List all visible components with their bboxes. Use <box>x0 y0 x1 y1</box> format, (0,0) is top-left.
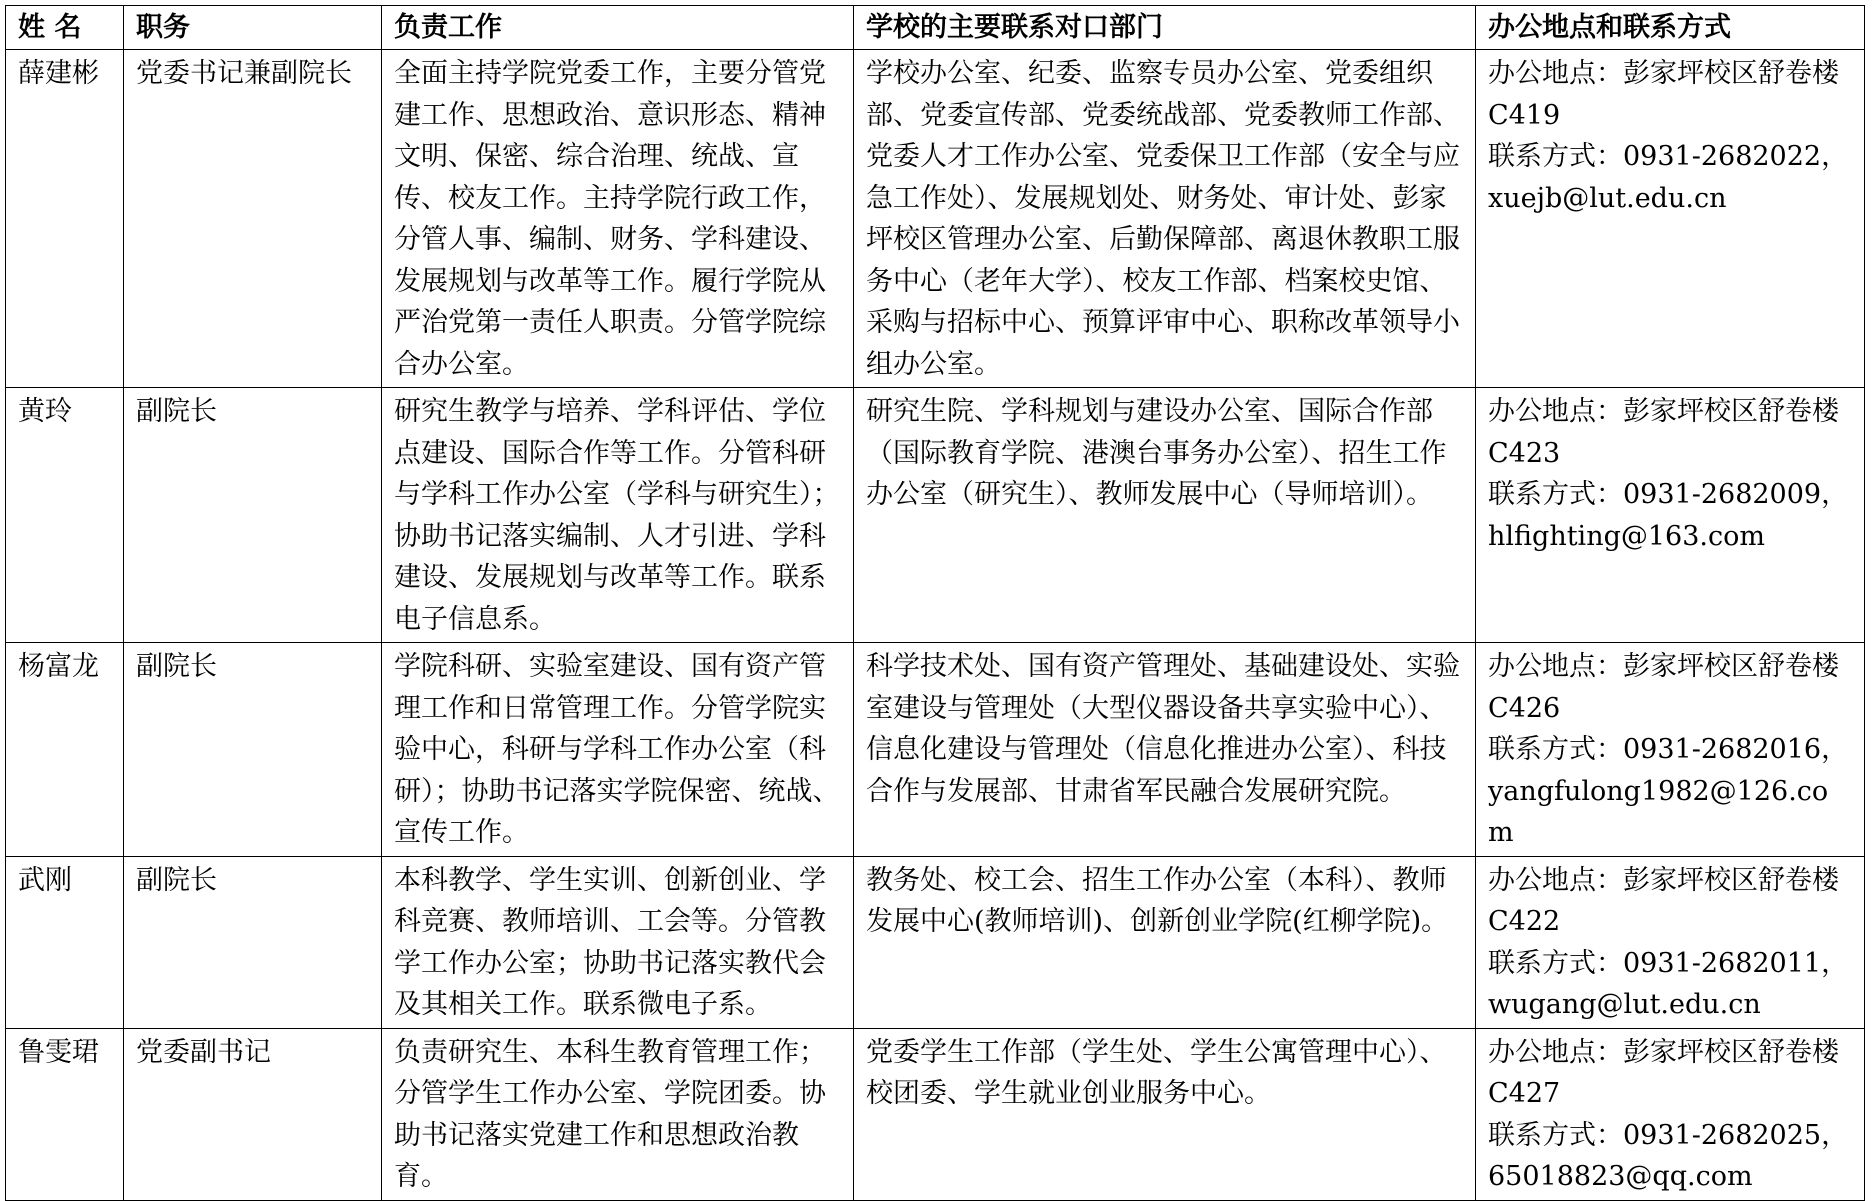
cell-departments: 学校办公室、纪委、监察专员办公室、党委组织部、党委宣传部、党委统战部、党委教师工作部、党委人才工作办公室、党委保卫工作部（安全与应急工作处）、发展规划处、财务处、审计处、彭家坪校区管理办公室、后勤保障部、离退休教职工服务中心（老年大学）、校友工作部、档案校史馆、采购与招标中心、预算评审中心、职称改革领导小组办公室。 <box>854 50 1476 388</box>
table-row <box>6 856 1865 1028</box>
cell-office <box>1476 856 1865 1028</box>
table-row <box>6 50 1865 388</box>
header-position: 职务 <box>124 6 382 50</box>
header-name: 姓 名 <box>6 6 124 50</box>
office-location: 办公地点：彭家坪校区舒卷楼C427 <box>1488 1036 1839 1109</box>
contact-info: 联系方式：0931-2682011，wugang@lut.edu.cn <box>1488 947 1849 1020</box>
contact-info: 联系方式：0931-2682016，yangfulong1982@126.com <box>1488 734 1849 848</box>
cell-position: 副院长 <box>124 388 382 643</box>
cell-name: 武刚 <box>6 856 124 1028</box>
cell-name: 黄玲 <box>6 388 124 643</box>
cell-departments: 科学技术处、国有资产管理处、基础建设处、实验室建设与管理处（大型仪器设备共享实验中心）、信息化建设与管理处（信息化推进办公室）、科技合作与发展部、甘肃省军民融合发展研究院。 <box>854 643 1476 857</box>
table-row <box>6 643 1865 857</box>
cell-duties: 研究生教学与培养、学科评估、学位点建设、国际合作等工作。分管科研与学科工作办公室（学科与研究生）；协助书记落实编制、人才引进、学科建设、发展规划与改革等工作。联系电子信息系。 <box>382 388 854 643</box>
cell-name: 鲁雯珺 <box>6 1028 124 1200</box>
contact-info: 联系方式：0931-2682009，hlfighting@163.com <box>1488 479 1849 552</box>
office-location: 办公地点：彭家坪校区舒卷楼C419 <box>1488 58 1839 131</box>
cell-office <box>1476 388 1865 643</box>
cell-office <box>1476 643 1865 857</box>
table-header-row <box>6 6 1865 50</box>
cell-duties: 学院科研、实验室建设、国有资产管理工作和日常管理工作。分管学院实验中心，科研与学科工作办公室（科研）；协助书记落实学院保密、统战、宣传工作。 <box>382 643 854 857</box>
office-location: 办公地点：彭家坪校区舒卷楼C426 <box>1488 651 1839 724</box>
cell-departments: 研究生院、学科规划与建设办公室、国际合作部（国际教育学院、港澳台事务办公室）、招生工作办公室（研究生）、教师发展中心（导师培训）。 <box>854 388 1476 643</box>
cell-departments: 教务处、校工会、招生工作办公室（本科）、教师发展中心(教师培训)、创新创业学院(红柳学院)。 <box>854 856 1476 1028</box>
contact-info: 联系方式：0931-2682025，65018823@qq.com <box>1488 1119 1849 1192</box>
office-location: 办公地点：彭家坪校区舒卷楼C422 <box>1488 864 1839 937</box>
cell-departments: 党委学生工作部（学生处、学生公寓管理中心）、校团委、学生就业创业服务中心。 <box>854 1028 1476 1200</box>
table-row <box>6 388 1865 643</box>
header-duties: 负责工作 <box>382 6 854 50</box>
leadership-duty-table <box>5 5 1865 1201</box>
header-office: 办公地点和联系方式 <box>1476 6 1865 50</box>
cell-name: 薛建彬 <box>6 50 124 388</box>
cell-office <box>1476 50 1865 388</box>
cell-duties: 负责研究生、本科生教育管理工作；分管学生工作办公室、学院团委。协助书记落实党建工作和思想政治教育。 <box>382 1028 854 1200</box>
contact-info: 联系方式：0931-2682022，xuejb@lut.edu.cn <box>1488 141 1849 214</box>
cell-position: 党委副书记 <box>124 1028 382 1200</box>
cell-duties: 本科教学、学生实训、创新创业、学科竞赛、教师培训、工会等。分管教学工作办公室；协助书记落实教代会及其相关工作。联系微电子系。 <box>382 856 854 1028</box>
cell-position: 副院长 <box>124 643 382 857</box>
header-departments: 学校的主要联系对口部门 <box>854 6 1476 50</box>
cell-name: 杨富龙 <box>6 643 124 857</box>
cell-position: 副院长 <box>124 856 382 1028</box>
office-location: 办公地点：彭家坪校区舒卷楼C423 <box>1488 396 1839 469</box>
cell-office <box>1476 1028 1865 1200</box>
cell-duties: 全面主持学院党委工作，主要分管党建工作、思想政治、意识形态、精神文明、保密、综合治理、统战、宣传、校友工作。主持学院行政工作，分管人事、编制、财务、学科建设、发展规划与改革等工作。履行学院从严治党第一责任人职责。分管学院综合办公室。 <box>382 50 854 388</box>
cell-position: 党委书记兼副院长 <box>124 50 382 388</box>
table-row <box>6 1028 1865 1200</box>
